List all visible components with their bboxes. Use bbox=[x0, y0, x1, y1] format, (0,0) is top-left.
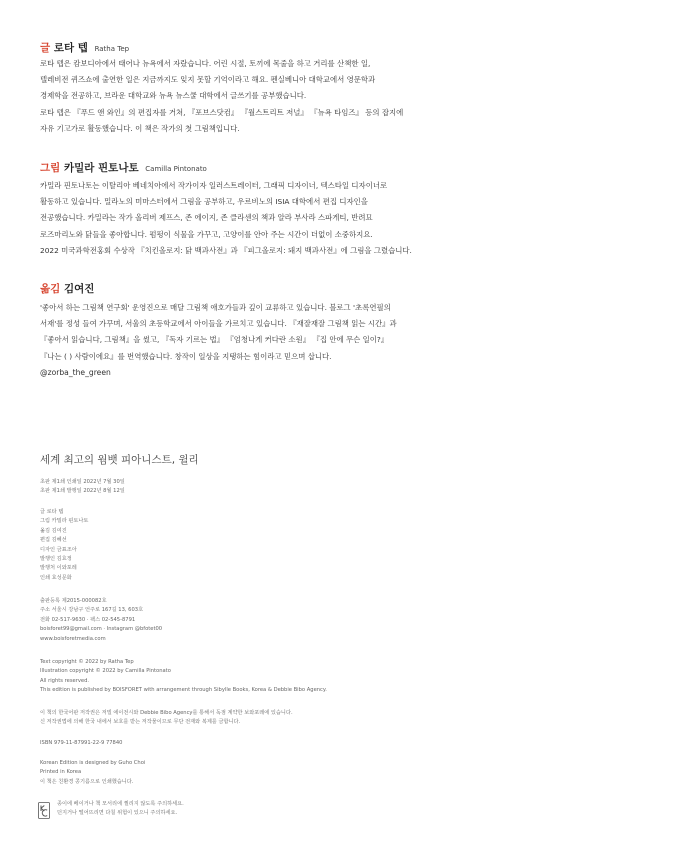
colophon-line: All rights reserved. bbox=[40, 677, 90, 684]
colophon-line: 옮김 김여진 bbox=[40, 527, 67, 534]
author-bio bbox=[40, 56, 420, 137]
illustrator-bio-line: 카밀라 핀토나토는 이탈리아 베네치아에서 작가이자 일러스트레이터, 그래픽 디자이너, 텍스타일 디자이너로 bbox=[40, 181, 388, 190]
illustrator-bio-line: 전공했습니다. 카밀라는 작가 올리버 제프스, 존 에이지, 존 클라센의 책과 알라 부사라 스파게티, 반려묘 bbox=[40, 213, 373, 223]
copyright-info bbox=[40, 658, 460, 696]
credits bbox=[40, 508, 460, 583]
author-name: 로타 텝 bbox=[53, 42, 88, 54]
translator-heading bbox=[40, 281, 94, 296]
author-bio-line: 로타 텝은 『푸드 앤 와인』의 편집자를 거쳐, 『포브스닷컴』 『월스트리트 저널』 『뉴욕 타임즈』 등의 잡지에 bbox=[40, 107, 404, 117]
translator-bio-line: 『좋아서 읽습니다, 그림책』을 썼고, 『독자 기르는 법』 『엄청나게 커다란 소원』 『집 안에 무슨 일이?』 bbox=[40, 335, 389, 345]
print-dates bbox=[40, 478, 460, 497]
translator-handle: @zorba_the_green bbox=[40, 367, 111, 377]
illustrator-bio bbox=[40, 178, 420, 259]
translator-bio-line: 『나는 ( ) 사람이에요』를 번역했습니다. 창작이 일상을 지탱하는 힘이라고 믿으며 삽니다. bbox=[40, 351, 332, 361]
translator-role: 옮김 bbox=[40, 283, 61, 295]
colophon-line: 인쇄 효성문화 bbox=[40, 574, 72, 581]
colophon-line: Korean Edition is designed by Guho Choi bbox=[40, 760, 146, 766]
illustrator-name: 카밀라 핀토나토 bbox=[63, 162, 139, 174]
colophon-line: ISBN 979-11-87991-22-9 77840 bbox=[40, 740, 123, 746]
colophon-line: 편집 김혜선 bbox=[40, 537, 67, 544]
colophon-line: boisforet99@gmail.com · Instagram @bfotet00 bbox=[40, 626, 163, 633]
colophon-line: Printed in Korea bbox=[40, 769, 82, 776]
colophon-line: Illustration copyright © 2022 by Camilla Pintonato bbox=[40, 668, 171, 675]
colophon-line: 주소 서울시 강남구 언주로 167길 13, 603호 bbox=[40, 607, 144, 614]
colophon-line: 디자인 금표조아 bbox=[40, 546, 77, 553]
colophon-line: 초판 제1쇄 발행일 2022년 8월 12일 bbox=[40, 488, 125, 495]
colophon-line: 이 책의 한국어판 저작권은 저빌 에이전시와 Debbie Bibo Agency를 통해서 독점 계약한 보와포레에 있습니다. bbox=[40, 710, 293, 716]
translator-bio bbox=[40, 300, 420, 381]
illustrator-bio-line: 활동하고 있습니다. 밀라노의 미마스터에서 그림을 공부하고, 우르비노의 ISIA 대학에서 편집 디자인을 bbox=[40, 197, 368, 207]
edition-info bbox=[40, 759, 460, 787]
colophon-line: 발행인 김효정 bbox=[40, 555, 72, 562]
translator-name: 김여진 bbox=[63, 283, 95, 295]
colophon-line: Text copyright © 2022 by Ratha Tep bbox=[40, 659, 134, 665]
translator-bio-line: 서재'를 정성 들여 가꾸며, 서울의 초등학교에서 아이들을 가르치고 있습니다. 『재잘재잘 그림책 읽는 시간』과 bbox=[40, 319, 397, 329]
colophon-line: 출판등록 제2015-000082호 bbox=[40, 598, 107, 604]
author-name-latin: Ratha Tep bbox=[94, 45, 130, 53]
colophon-line: 신 저작권법에 의해 한국 내에서 보호를 받는 저작물이므로 무단 전재와 복제를 금합니다. bbox=[40, 719, 241, 726]
rights-notice bbox=[40, 709, 460, 728]
warning-line: 던지거나 떨어뜨리면 다칠 위험이 있으니 주의하세요. bbox=[57, 810, 178, 817]
illustrator-name-latin: Camilla Pintonato bbox=[145, 165, 207, 173]
colophon-line: 글 로타 텝 bbox=[40, 509, 64, 515]
illustrator-bio-line: 2022 미국과학전홍회 수상작 『치킨올로지: 닭 백과사전』과 『피그올로지: 돼지 백과사전』에 그림을 그렸습니다. bbox=[40, 245, 412, 255]
colophon-line: 발행처 이와포레 bbox=[40, 565, 77, 572]
illustrator-bio-line: 로즈마리노와 닭들을 좋아합니다. 펌펑이 식물을 가꾸고, 고양이를 안아 주는 시간이 더없이 소중하지요. bbox=[40, 229, 373, 239]
isbn bbox=[40, 739, 460, 748]
illustrator-role: 그림 bbox=[40, 162, 61, 174]
colophon-line: 초판 제1쇄 인쇄일 2022년 7월 30일 bbox=[40, 479, 125, 485]
colophon-line: 전화 02-517-9630 · 팩스 02-545-8791 bbox=[40, 616, 136, 623]
colophon-line: www.boisforetmedia.com bbox=[40, 635, 106, 642]
colophon-line: This edition is published by BOISFORET with arrangement through Sibylle Books, Korea & Debbie Bibo Agency. bbox=[40, 687, 327, 694]
author-role: 글 bbox=[40, 42, 51, 54]
author-bio-line: 로타 텝은 캄보디아에서 태어나 뉴욕에서 자랐습니다. 어린 시절, 토끼에 목줄을 하고 거리를 산책한 일, bbox=[40, 59, 371, 68]
author-bio-line: 경제학을 전공하고, 브라운 대학교와 뉴욕 뉴스쿨 대학에서 글쓰기를 공부했습니다. bbox=[40, 91, 307, 101]
translator-bio-line: '좋아서 하는 그림책 연구회' 운영진으로 매달 그림책 애호가들과 깊이 교류하고 있습니다. 블로그 '초록연필의 bbox=[40, 303, 391, 312]
kc-certification-icon bbox=[38, 802, 50, 819]
colophon-line: 이 책은 친환경 콩기름으로 인쇄했습니다. bbox=[40, 778, 134, 785]
author-heading bbox=[40, 40, 129, 55]
safety-warning bbox=[57, 800, 184, 819]
publisher-info bbox=[40, 597, 460, 644]
warning-line: 종이에 베이거나 책 모서리에 찔리지 않도록 주의하세요. bbox=[57, 801, 184, 807]
author-bio-line: 텔레비전 퀴즈쇼에 출연한 일은 지금까지도 잊지 못할 기억이라고 해요. 펜실베니아 대학교에서 영문학과 bbox=[40, 75, 376, 85]
colophon-line: 그림 카밀라 핀토나토 bbox=[40, 518, 89, 525]
book-title: 세계 최고의 웜뱃 피아니스트, 윌리 bbox=[40, 454, 199, 466]
author-bio-line: 자유 기고가로 활동했습니다. 이 책은 작가의 첫 그림책입니다. bbox=[40, 123, 240, 133]
illustrator-heading bbox=[40, 160, 207, 175]
